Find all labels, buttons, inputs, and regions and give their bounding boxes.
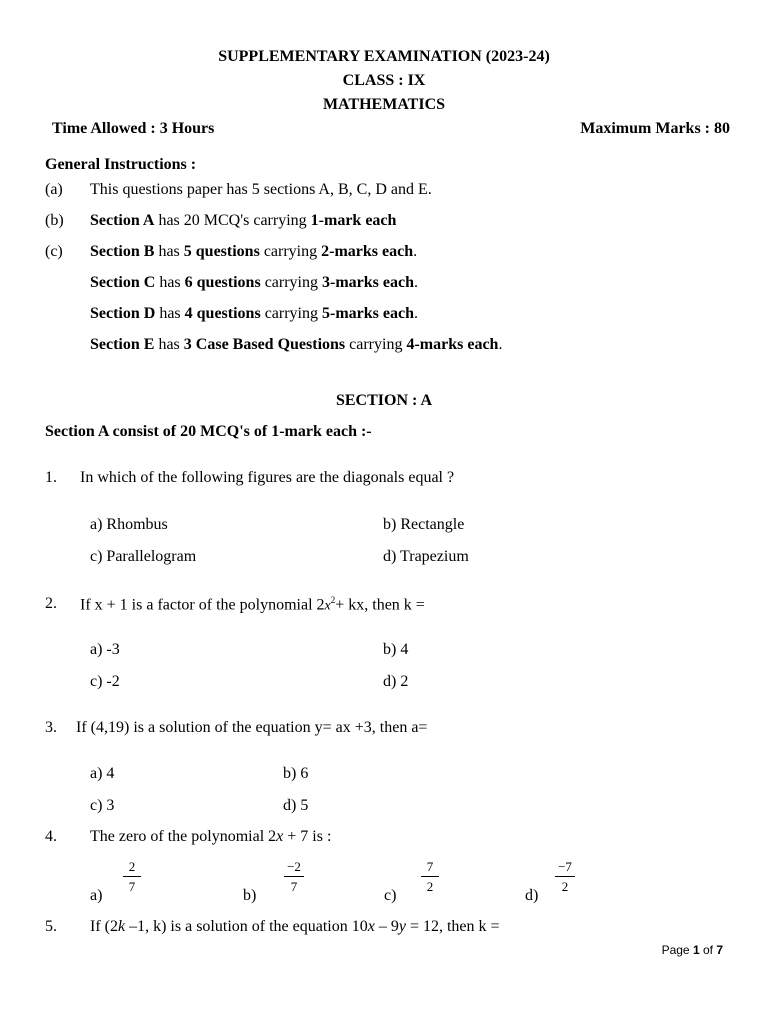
question-1-option-a: a) Rhombus [90,516,168,533]
page-of-label: of [699,943,717,957]
instruction-b-middle: has 20 MCQ's carrying [154,212,311,229]
question-5-text-part: If (2 [90,918,118,935]
instruction-a-label: (a) [45,181,63,198]
question-3-option-b: b) 6 [283,765,309,782]
question-5-variable-x: x [367,918,375,935]
question-4-option-c-label: c) [384,887,397,904]
question-4-number: 4. [45,828,57,845]
current-page: 1 [692,943,700,957]
instruction-text: has [155,274,185,291]
question-2-text [80,595,425,614]
instruction-text: carrying [259,243,322,260]
question-4-option-a-label: a) [90,887,103,904]
fraction-numerator: 7 [421,859,439,877]
fraction-numerator: −2 [284,859,304,877]
instruction-marks: 4-marks each [406,336,499,353]
instruction-marks: 2-marks each [321,243,414,260]
question-4-option-a-fraction [123,859,141,894]
question-2-text-start: If x + 1 is a factor of the polynomial 2 [80,596,325,614]
instruction-section-b-name: Section B [90,243,155,260]
fraction-numerator: 2 [123,859,141,877]
question-1-option-c: c) Parallelogram [90,548,197,565]
instruction-a-text: This questions paper has 5 sections A, B, C, D and E. [90,181,432,198]
instruction-text: . [498,336,503,353]
question-4-option-d-label: d) [525,887,539,904]
question-4-option-d-fraction [555,859,575,894]
fraction-denominator: 2 [561,879,569,894]
question-2-option-a: a) -3 [90,641,120,658]
question-5-text [90,918,500,936]
subject-label: MATHEMATICS [322,96,446,113]
instruction-question-count: 5 questions [183,243,260,260]
question-2-option-b: b) 4 [383,641,409,658]
instructions-heading: General Instructions : [45,156,197,173]
question-2-option-c: c) -2 [90,673,120,690]
time-allowed: Time Allowed : 3 Hours [52,120,215,137]
question-4-text [90,828,331,846]
fraction-denominator: 7 [128,879,136,894]
instruction-section-b [90,243,417,261]
instruction-text: . [413,274,418,291]
question-4-option-c-fraction [421,859,439,894]
question-3-text: If (4,19) is a solution of the equation y= ax +3, then a= [76,719,428,736]
question-5-variable-k: k [117,918,126,935]
total-pages: 7 [716,943,723,957]
instruction-b-marks: 1-mark each [310,212,397,229]
instruction-section-e [90,336,502,354]
question-5-text-part: – 9 [374,918,399,935]
instruction-text: carrying [260,274,322,291]
question-1-option-b: b) Rectangle [383,516,465,533]
instruction-text: . [413,305,418,322]
question-5-number: 5. [45,918,57,935]
question-4-variable: x [276,828,284,845]
question-1-text: In which of the following figures are the diagonals equal ? [80,469,455,486]
instruction-text: carrying [260,305,322,322]
question-2-number: 2. [45,595,57,612]
instruction-b-section: Section A [90,212,155,229]
instruction-question-count: 3 Case Based Questions [183,336,346,353]
instruction-b-label: (b) [45,212,64,229]
question-4-option-b-label: b) [243,887,257,904]
question-4-option-b-fraction [284,859,304,894]
question-3-option-c: c) 3 [90,797,115,814]
question-2-text-end: + kx, then k = [335,596,425,614]
class-label: CLASS : IX [342,72,426,89]
question-3-option-d: d) 5 [283,797,309,814]
instruction-section-d [90,305,418,323]
instruction-text: . [413,243,418,260]
instruction-question-count: 6 questions [184,274,261,291]
fraction-denominator: 7 [290,879,298,894]
question-4-text-end: + 7 is : [283,828,332,845]
fraction-denominator: 2 [426,879,434,894]
question-4-text-start: The zero of the polynomial 2 [90,828,277,845]
question-5-text-part: = 12, then k = [405,918,500,935]
instruction-section-e-name: Section E [90,336,155,353]
instruction-section-d-name: Section D [90,305,156,322]
question-5-variable-y: y [398,918,406,935]
fraction-numerator: −7 [555,859,575,877]
instruction-text: has [155,305,185,322]
instruction-marks: 5-marks each [322,305,414,322]
instruction-question-count: 4 questions [184,305,261,322]
page-number [662,943,723,957]
question-3-option-a: a) 4 [90,765,115,782]
instruction-section-c-name: Section C [90,274,156,291]
question-1-option-d: d) Trapezium [383,548,469,565]
question-2-variable: x [324,598,331,614]
maximum-marks: Maximum Marks : 80 [580,120,730,137]
instruction-text: carrying [345,336,407,353]
page-label: Page [661,943,693,957]
section-a-subtitle: Section A consist of 20 MCQ's of 1-mark each :- [45,423,372,440]
section-a-title: SECTION : A [335,392,433,409]
instruction-b-text [90,212,396,230]
question-5-text-part: –1, k) is a solution of the equation 10 [125,918,368,935]
instruction-section-c [90,274,418,292]
question-3-number: 3. [45,719,57,736]
exam-title: SUPPLEMENTARY EXAMINATION (2023-24) [218,48,550,65]
instruction-marks: 3-marks each [322,274,414,291]
instruction-c-label: (c) [45,243,63,260]
question-2-exponent: 2 [330,595,336,605]
question-2-option-d: d) 2 [383,673,409,690]
instruction-text: has [154,243,184,260]
instruction-text: has [154,336,184,353]
question-1-number: 1. [45,469,57,486]
